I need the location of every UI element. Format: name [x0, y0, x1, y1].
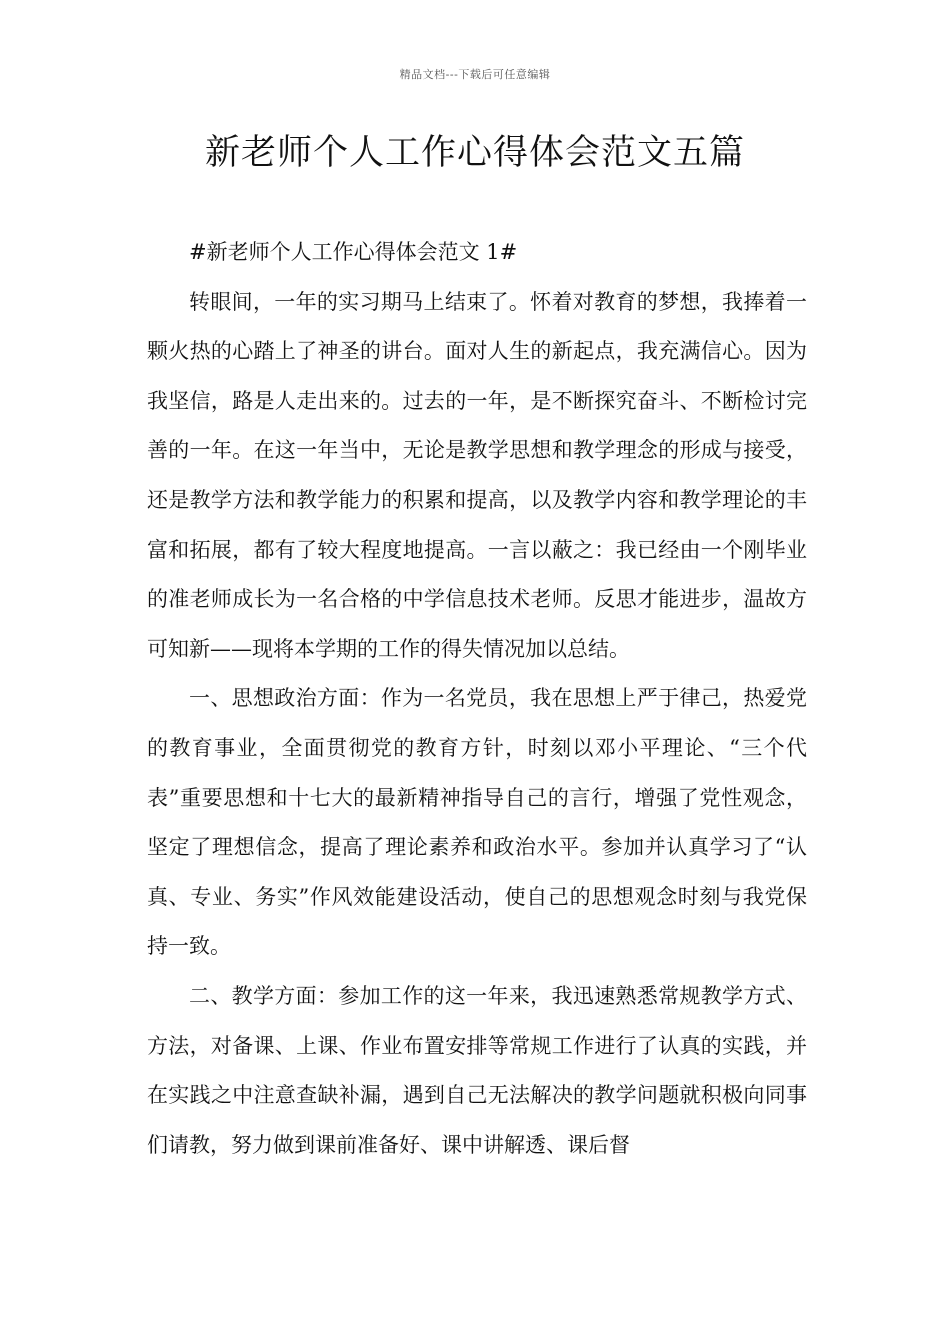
document-title: 新老师个人工作心得体会范文五篇: [204, 133, 745, 173]
document-body: [147, 228, 807, 1170]
paragraph-political: 一、思想政治方面：作为一名党员，我在思想上严于律己，热爱党的教育事业，全面贯彻党的教育方针，时刻以邓小平理论、“三个代表”重要思想和十七大的最新精神指导自己的言行，增强了党性观念，坚定了理想信念，提高了理论素养和政治水平。参加并认真学习了“认真、专业、务实”作风效能建设活动，使自己的思想观念时刻与我党保持一致。: [147, 686, 807, 959]
header-note: 精品文档---下载后可任意编辑: [399, 68, 551, 81]
paragraph-intro: 转眼间，一年的实习期马上结束了。怀着对教育的梦想，我捧着一颗火热的心踏上了神圣的讲台。面对人生的新起点，我充满信心。因为我坚信，路是人走出来的。过去的一年，是不断探究奋斗、不断检讨完善的一年。在这一年当中，无论是教学思想和教学理念的形成与接受，还是教学方法和教学能力的积累和提高，以及教学内容和教学理论的丰富和拓展，都有了较大程度地提高。一言以蔽之：我已经由一个刚毕业的准老师成长为一名合格的中学信息技术老师。反思才能进步，温故方可知新——现将本学期的工作的得失情况加以总结。: [147, 289, 807, 661]
section-heading: #新老师个人工作心得体会范文 1#: [189, 240, 518, 264]
paragraph-teaching: 二、教学方面：参加工作的这一年来，我迅速熟悉常规教学方式、方法，对备课、上课、作业布置安排等常规工作进行了认真的实践，并在实践之中注意查缺补漏，遇到自己无法解决的教学问题就积极向同事们请教，努力做到课前准备好、课中讲解透、课后督: [147, 983, 807, 1157]
